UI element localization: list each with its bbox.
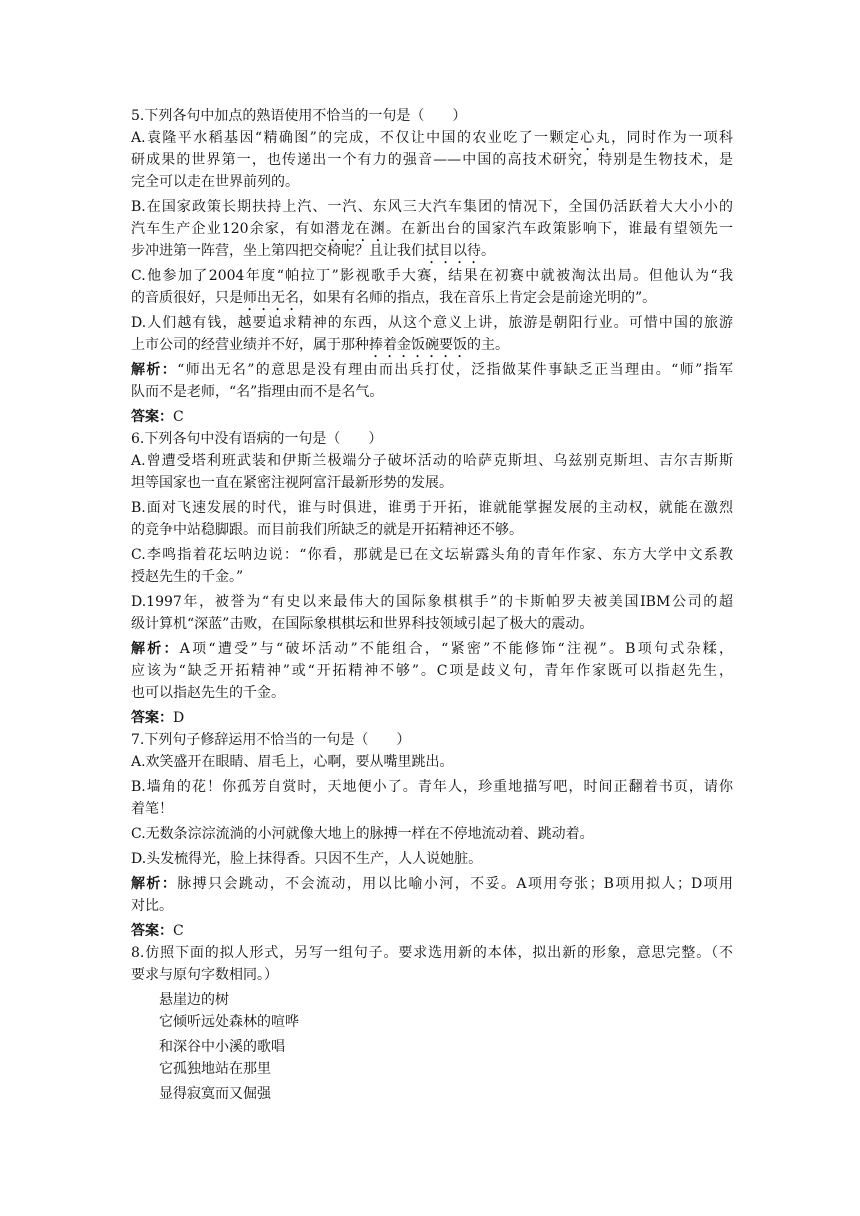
- q5-explanation-line2: 队而不是老师，“名”指理由而不是名气。: [131, 384, 384, 400]
- q6-option-c-line1: C.李鸣指着花坛呐边说：“你看，那就是已在文坛崭露头角的青年作家、东方大学中文系教: [131, 547, 733, 563]
- text-segment: ，如果有名师的指点，我在音乐上肯定会是前途光明的”。: [299, 290, 657, 306]
- q6-stem: 6.下列各句中没有语病的一句是（ ）: [131, 431, 383, 447]
- q7-option-c: C.无数条淙淙流淌的小河就像大地上的脉搏一样在不停地流动着、跳动着。: [131, 826, 594, 842]
- text-segment: C: [173, 923, 184, 939]
- dotted-idiom: 潜龙在渊: [325, 221, 386, 237]
- q7-option-a: A.欢笑盛开在眼睛、眉毛上，心啊，要从嘴里跳出。: [131, 754, 454, 770]
- text-segment: D: [173, 710, 185, 726]
- answer-label: 答案：: [131, 409, 173, 425]
- q5-option-d-line2: [131, 334, 509, 356]
- text-segment: 的音质很好，只是: [131, 290, 243, 306]
- answer-label: 答案：: [131, 710, 173, 726]
- q6-option-d-line1: D.1997年，被誉为“有史以来最伟大的国际象棋棋手”的卡斯帕罗夫被美国IBM公司的超: [131, 594, 733, 610]
- q6-option-a-line2: 坦等国家也一直在紧密注视阿富汗最新形势的发展。: [131, 475, 453, 491]
- poem-line: 悬崖边的树: [159, 992, 229, 1008]
- text-segment: 的主。: [467, 337, 509, 353]
- q5-answer: [131, 406, 184, 428]
- poem-line: 它倾听远处森林的喧哗: [159, 1014, 299, 1030]
- q6-option-b-line2: 的竞争中站稳脚跟。而目前我们所缺乏的就是开拓精神还不够。: [131, 522, 523, 538]
- q6-explanation-line1: [131, 638, 733, 660]
- q6-explanation-line2: 应该为“缺乏开拓精神”或“开拓精神不够”。C项是歧义句，青年作家既可以指赵先生，: [131, 663, 733, 679]
- text-segment: 脉搏只会跳动，不会流动，用以比喻小河，不妥。A项用夸张；B项用拟人；D项用: [177, 876, 733, 892]
- q5-explanation-line1: [131, 359, 733, 381]
- dotted-idiom: 拭目以待: [425, 243, 481, 259]
- q8-stem-line1: 8.仿照下面的拟人形式，另写一组句子。要求选用新的本体，拟出新的形象，意思完整。（不: [131, 945, 733, 961]
- q7-explanation-line1: [131, 873, 733, 895]
- q6-option-a-line1: A.曾遭受塔利班武装和伊斯兰极端分子破坏活动的哈萨克斯坦、乌兹别克斯坦、吉尔吉斯斯: [131, 453, 733, 469]
- q6-answer: [131, 707, 184, 729]
- q7-option-b-line2: 着笔！: [131, 801, 173, 817]
- q7-stem: 7.下列句子修辞运用不恰当的一句是（ ）: [131, 732, 411, 748]
- text-segment: 步冲进第一阵营，坐上第四把交椅呢？且让我们: [131, 243, 425, 259]
- answer-label: 答案：: [131, 923, 173, 939]
- explanation-label: 解析：: [131, 641, 180, 657]
- q6-option-d-line2: 级计算机“深蓝”击败，在国际象棋棋坛和世界科技领域引起了极大的震动。: [131, 616, 594, 632]
- text-segment: 上市公司的经营业绩并不好，属于那种: [131, 337, 369, 353]
- q5-option-b-line2: [131, 218, 733, 240]
- q8-stem-line2: 要求与原句字数相同。）: [131, 967, 278, 983]
- dotted-idiom: 捧着金饭碗要饭: [369, 337, 467, 353]
- text-segment: A.袁隆平水稻基因“精确图”的完成，不仅让中国的农业吃了一颗: [131, 130, 565, 146]
- q5-option-a-line2: 研成果的世界第一，也传递出一个有力的强音——中国的高技术研究，特别是生物技术，是: [131, 152, 733, 168]
- q5-option-c-line1: C.他参加了2004年度“帕拉丁”影视歌手大赛，结果在初赛中就被淘汰出局。但他认为“我: [131, 268, 733, 284]
- q5-option-b-line3: [131, 240, 495, 262]
- q5-option-d-line1: D.人们越有钱，越要追求精神的东西，从这个意义上讲，旅游是朝阳行业。可惜中国的旅游: [131, 315, 733, 331]
- q5-option-a-line3: 完全可以走在世界前列的。: [131, 174, 299, 190]
- explanation-label: 解析：: [131, 362, 178, 378]
- q5-option-c-line2: [131, 287, 656, 309]
- q6-explanation-line3: 也可以指赵先生的千金。: [131, 685, 285, 701]
- q7-option-b-line1: B.墙角的花！你孤芳自赏时，天地便小了。青年人，珍重地描写吧，时间正翻着书页，请你: [131, 779, 733, 795]
- poem-line: 显得寂寞而又倔强: [159, 1086, 271, 1102]
- q7-answer: [131, 920, 184, 942]
- poem-line: 它孤独地站在那里: [159, 1061, 271, 1077]
- q7-explanation-line2: 对比。: [131, 898, 173, 914]
- explanation-label: 解析：: [131, 876, 178, 892]
- text-segment: C: [173, 409, 184, 425]
- q5-option-b-line1: B.在国家政策长期扶持上汽、一汽、东风三大汽车集团的情况下，全国仍活跃着大大小小的: [131, 199, 733, 215]
- text-segment: ，同时作为一项科: [611, 130, 734, 146]
- dotted-idiom: 师出无名: [243, 290, 299, 306]
- text-segment: 。: [481, 243, 495, 259]
- q7-option-d: D.头发梳得光，脸上抹得香。只因不生产，人人说她脏。: [131, 851, 483, 867]
- text-segment: 。在新出台的国家汽车政策影响下，谁最有望领先一: [385, 221, 734, 237]
- text-segment: A项“遭受”与“破坏活动”不能组合，“紧密”不能修饰“注视”。B项句式杂糅，: [179, 641, 734, 657]
- poem-line: 和深谷中小溪的歌唱: [159, 1039, 285, 1055]
- text-segment: 汽车生产企业120余家，有如: [131, 221, 326, 237]
- q6-option-c-line2: 授赵先生的千金。”: [131, 569, 244, 585]
- q5-option-a-line1: [131, 127, 733, 149]
- dotted-idiom: 定心丸: [564, 130, 612, 146]
- q6-option-b-line1: B.面对飞速发展的时代，谁与时俱进，谁勇于开拓，谁就能掌握发展的主动权，就能在激烈: [131, 500, 733, 516]
- text-segment: “师出无名”的意思是没有理由而出兵打仗，泛指做某件事缺乏正当理由。“师”指军: [177, 362, 733, 378]
- q5-stem: 5.下列各句中加点的熟语使用不恰当的一句是（ ）: [131, 108, 467, 124]
